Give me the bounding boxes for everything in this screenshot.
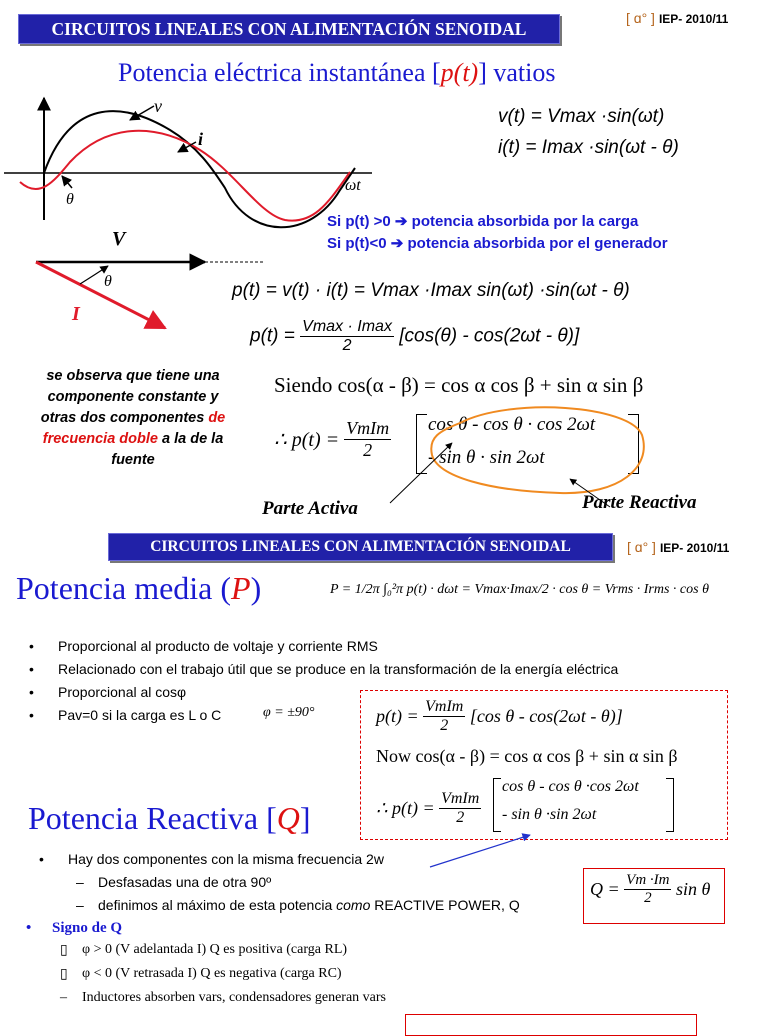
phi-note: φ = ±90° — [263, 705, 315, 720]
logo — [626, 10, 728, 26]
bullet-item: • Proporcional al producto de voltaje y corriente RMS — [29, 638, 378, 654]
q-formula: Q = $\frac{Vm \cdot Im}{2}$ sin θ — [590, 872, 711, 906]
equation-voltage: v(t) = Vmax ·sin(ωt) — [498, 106, 665, 127]
header-banner: CIRCUITOS LINEALES CON ALIMENTACIÓN SENOIDAL — [18, 14, 560, 44]
pointer-arrow — [420, 825, 540, 875]
equation-power-cos: p(t) = $\frac{Vmax \cdot Imax}{2}$ [cos(θ) - cos(2ωt - θ)] — [250, 318, 580, 354]
label-parte-reactiva: Parte Reactiva — [582, 492, 697, 513]
logo-text: IEP- 2010/11 — [658, 12, 729, 26]
box-equation-power: p(t) = $\frac{\text{VmIm}}{2}$ [cos θ - cos(2ωt - θ)] — [376, 698, 623, 734]
section2-title: Potencia media (P) — [16, 570, 262, 606]
bullet-reactive-sub: – definimos al máximo de esta potencia como REACTIVE POWER, Q — [76, 897, 520, 913]
sign-note-negative: Si p(t)<0 ➔ potencia absorbida por el generador — [327, 235, 668, 252]
phasor-label-v: V — [112, 228, 126, 250]
section2-header-banner: CIRCUITOS LINEALES CON ALIMENTACIÓN SENOIDAL — [108, 533, 613, 561]
signo-item: ▯ φ > 0 (V adelantada I) Q es positiva (carga RL) — [60, 942, 348, 958]
bullet-item: • Relacionado con el trabajo útil que se produce en la transformación de la energía eléctrica — [29, 661, 619, 677]
label-parte-activa: Parte Activa — [262, 498, 358, 519]
section2-logo: [ ɑ° ] IEP- 2010/11 — [627, 539, 730, 555]
formula-average-power: P = 1/2π ∫₀²π p(t) · dωt = Vmax·Imax/2 · cos θ = Vrms · Irms · cos θ — [330, 582, 709, 597]
equation-row-reactive: - sin θ · sin 2ωt — [428, 447, 545, 468]
signo-title: • Signo de Q — [26, 920, 123, 936]
box-equation-identity: Now cos(α - β) = cos α cos β + sin α sin β — [376, 746, 678, 766]
box-row-1: cos θ - cos θ ·cos 2ωt — [502, 778, 639, 795]
logo-mark: [ ɑ° ] — [626, 10, 655, 26]
phasor-label-theta: θ — [104, 273, 112, 290]
wave-label-wt: ωt — [345, 177, 361, 194]
box-equation-therefore: ∴ p(t) = $\frac{\text{VmIm}}{2}$ — [376, 790, 480, 826]
observation-note: se observa que tiene una componente constante y otras dos componentes de frecuencia doble a la de la fuente — [40, 368, 226, 468]
signo-item: – Inductores absorben vars, condensadores generan vars — [60, 990, 386, 1005]
sign-note-positive: Si p(t) >0 ➔ potencia absorbida por la carga — [327, 213, 639, 230]
reactive-part-ellipse — [431, 407, 644, 493]
bottom-partial-box — [405, 1014, 697, 1036]
wave-label-theta: θ — [66, 191, 74, 208]
equation-identity: Siendo cos(α - β) = cos α cos β + sin α sin β — [274, 373, 644, 397]
wave-label-i: i — [198, 129, 204, 149]
signo-item: ▯ φ < 0 (V retrasada I) Q es negativa (carga RC) — [60, 966, 342, 982]
phasor-i-arrow — [36, 262, 165, 328]
bullet-item: • Pav=0 si la carga es L o C — [29, 707, 222, 723]
phasor-label-i: I — [72, 303, 80, 325]
box-row-2: - sin θ ·sin 2ωt — [502, 806, 597, 823]
bullet-reactive-main: • Hay dos componentes con la misma frecuencia 2w — [39, 851, 384, 867]
section1-title: Potencia eléctrica instantánea [p(t)] vatios — [118, 58, 556, 87]
bullet-reactive-sub: – Desfasadas una de otra 90º — [76, 874, 272, 890]
equation-current: i(t) = Imax ·sin(ωt - θ) — [498, 137, 679, 158]
activa-arrow — [390, 443, 452, 503]
equation-power-product: p(t) = v(t) · i(t) = Vmax ·Imax sin(ωt) ·sin(ωt - θ) — [232, 280, 630, 301]
waveform-diagram — [0, 90, 380, 340]
bullet-item: • Proporcional al cosφ — [29, 684, 187, 700]
equation-row-active: cos θ - cos θ · cos 2ωt — [428, 414, 596, 435]
equation-therefore: ∴ p(t) = $\frac{\text{VmIm}}{2}$ — [274, 418, 390, 460]
section3-title: Potencia Reactiva [Q] — [28, 800, 311, 836]
wave-label-v: v — [154, 96, 162, 116]
